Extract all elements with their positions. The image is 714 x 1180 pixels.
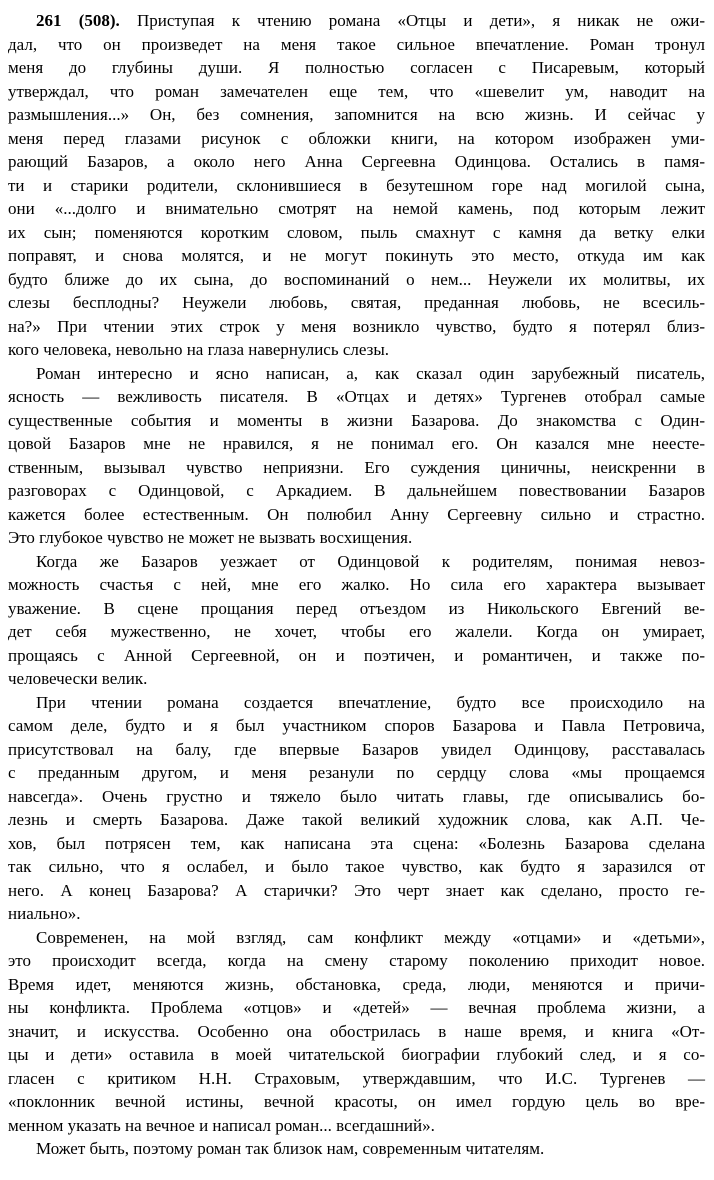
- essay-text: [8, 9, 705, 1161]
- text-line: [8, 926, 705, 950]
- paragraph: [8, 362, 705, 550]
- text-line: [8, 268, 705, 292]
- line-text: размышления...» Он, без сомнения, запомнится на всю жизнь. И сейчас у: [8, 105, 705, 124]
- line-text: с преданным другом, и меня резанули по сердцу слова «мы прощаемся: [8, 763, 705, 782]
- line-text: «поклонник вечной истины, вечной красоты, он имел гордую цель во вре-: [8, 1092, 705, 1111]
- text-line: [8, 691, 705, 715]
- text-line: [8, 1114, 705, 1138]
- text-line: [8, 338, 705, 362]
- line-text: дал, что он произведет на меня такое сильное впечатление. Роман тронул: [8, 34, 705, 54]
- line-text: можность счастья с ней, мне его жалко. Но сила его характера вызывает: [8, 575, 705, 594]
- line-text: Время идет, меняются жизнь, обстановка, среда, люди, меняются и причи-: [8, 974, 705, 994]
- text-line: [8, 9, 705, 33]
- text-line: [8, 174, 705, 198]
- line-text: разговорах с Одинцовой, с Аркадием. В дальнейшем повествовании Базаров: [8, 481, 705, 500]
- line-text: будто ближе до их сына, до воспоминаний о нем... Неужели их молитвы, их: [8, 269, 705, 289]
- text-line: [8, 808, 705, 832]
- text-line: [8, 573, 705, 597]
- line-text: так сильно, что я ослабел, и было такое чувство, как будто я заразился от: [8, 857, 705, 876]
- text-line: [8, 667, 705, 691]
- text-line: [8, 785, 705, 809]
- line-text: навсегда». Очень грустно и тяжело было читать главы, где описывались бо-: [8, 786, 705, 806]
- line-text: кого человека, невольно на глаза навернулись слезы.: [8, 340, 390, 359]
- text-line: [8, 1043, 705, 1067]
- text-line: [8, 315, 705, 339]
- text-line: [8, 597, 705, 621]
- text-line: [8, 456, 705, 480]
- line-text: существенные события и моменты в жизни Базарова. До знакомства с Один-: [8, 410, 705, 430]
- line-text: ниально».: [8, 904, 81, 923]
- paragraph: [8, 1137, 705, 1161]
- text-line: [8, 973, 705, 997]
- line-text: утверждал, что роман замечателен еще тем, что «шевелит ум, наводит на: [8, 81, 705, 101]
- line-text: Это глубокое чувство не может не вызвать восхищения.: [8, 528, 413, 547]
- line-text: цовой Базаров мне не нравился, я не понимал его. Он казался мне неесте-: [8, 434, 705, 453]
- line-text: человечески велик.: [8, 669, 148, 688]
- text-line: [8, 738, 705, 762]
- line-text: они «...долго и внимательно смотрят на немой камень, под которым лежит: [8, 199, 705, 218]
- line-text: меня до глубины души. Я полностью согласен с Писаревым, который: [8, 58, 705, 77]
- line-text: их сын; поменяются коротким словом, пыль смахнут с камня да ветку елки: [8, 222, 705, 242]
- line-text: ти и старики родители, склонившиеся в безутешном горе над могилой сына,: [8, 175, 705, 195]
- line-text: это происходит всегда, когда на смену старому поколению приходит новое.: [8, 951, 705, 970]
- text-line: [8, 479, 705, 503]
- text-line: [8, 127, 705, 151]
- line-text: меня перед глазами рисунок с обложки книги, на котором изображен уми-: [8, 128, 705, 148]
- line-text: рающий Базаров, а около него Анна Сергеевна Одинцова. Остались в памя-: [8, 152, 705, 171]
- text-line: [8, 362, 705, 386]
- text-line: [8, 221, 705, 245]
- text-line: [8, 503, 705, 527]
- text-line: [8, 80, 705, 104]
- line-text: присутствовал на балу, где впервые Базаров увидел Одинцову, расставалась: [8, 739, 705, 759]
- text-line: [8, 1067, 705, 1091]
- text-line: [8, 761, 705, 785]
- text-line: [8, 103, 705, 127]
- line-text: самом деле, будто и я был участником споров Базарова и Павла Петровича,: [8, 716, 705, 735]
- text-line: [8, 150, 705, 174]
- text-line: [8, 644, 705, 668]
- line-text: поправят, и снова молятся, и не могут покинуть это место, откуда им как: [8, 246, 705, 265]
- line-text: гласен с критиком Н.Н. Страховым, утверждавшим, что И.С. Тургенев —: [8, 1068, 705, 1088]
- line-text: лезнь и смерть Базарова. Даже такой великий художник слова, как А.П. Че-: [8, 810, 705, 829]
- text-line: [8, 902, 705, 926]
- text-line: [8, 949, 705, 973]
- text-line: [8, 244, 705, 268]
- paragraph: [8, 926, 705, 1138]
- text-line: [8, 385, 705, 409]
- text-line: [8, 1137, 705, 1161]
- line-text: дет себя мужественно, не хочет, чтобы его жалели. Когда он умирает,: [8, 622, 705, 641]
- line-text: прощаясь с Анной Сергеевной, он и поэтичен, и романтичен, и также по-: [8, 645, 705, 665]
- line-text: ственным, вызывал чувство неприязни. Его суждения циничны, неискренни в: [8, 457, 705, 477]
- paragraph: [8, 691, 705, 926]
- line-text: цы и дети» оставила в моей читательской биографии глубокий след, и я со-: [8, 1045, 705, 1064]
- text-line: [8, 526, 705, 550]
- text-line: [8, 832, 705, 856]
- text-line: [8, 855, 705, 879]
- line-text: Когда же Базаров уезжает от Одинцовой к родителям, понимая невоз-: [36, 551, 705, 571]
- line-text: на?» При чтении этих строк у меня возникло чувство, будто я потерял близ-: [8, 316, 705, 336]
- text-line: [8, 550, 705, 574]
- text-line: [8, 1020, 705, 1044]
- exercise-number: 261 (508).: [36, 11, 120, 30]
- paragraph: [8, 550, 705, 691]
- text-line: [8, 197, 705, 221]
- text-line: [8, 879, 705, 903]
- text-line: [8, 620, 705, 644]
- line-text: кажется более естественным. Он полюбил Анну Сергеевну сильно и страстно.: [8, 504, 705, 524]
- paragraph: [8, 9, 705, 362]
- line-text: значит, и искусства. Особенно она обострилась в наше время, и книга «От-: [8, 1021, 705, 1041]
- text-line: [8, 996, 705, 1020]
- line-text: менном указать на вечное и написал роман... всегдашний».: [8, 1115, 435, 1135]
- line-text: хов, был потрясен тем, как написана эта сцена: «Болезнь Базарова сделана: [8, 833, 705, 853]
- line-text: слезы бесплодны? Неужели любовь, святая, преданная любовь, не всесиль-: [8, 293, 705, 312]
- line-text: Может быть, поэтому роман так близок нам, современным читателям.: [36, 1139, 545, 1158]
- line-text: Роман интересно и ясно написан, а, как сказал один зарубежный писатель,: [36, 363, 705, 383]
- text-line: [8, 1090, 705, 1114]
- line-text: Современен, на мой взгляд, сам конфликт между «отцами» и «детьми»,: [36, 927, 705, 947]
- text-line: [8, 56, 705, 80]
- text-line: [8, 409, 705, 433]
- line-text: ны конфликта. Проблема «отцов» и «детей» — вечная проблема жизни, а: [8, 998, 705, 1017]
- line-text: ясность — вежливость писателя. В «Отцах и детях» Тургенев отобрал самые: [8, 387, 705, 406]
- line-text: Приступая к чтению романа «Отцы и дети», я никак не ожи-: [119, 11, 705, 30]
- text-line: [8, 291, 705, 315]
- line-text: уважение. В сцене прощания перед отъездом из Никольского Евгений ве-: [8, 598, 705, 618]
- line-text: него. А конец Базарова? А старички? Это черт знает как сделано, просто ге-: [8, 880, 705, 900]
- text-line: [8, 714, 705, 738]
- text-line: [8, 33, 705, 57]
- line-text: При чтении романа создается впечатление, будто все происходило на: [36, 692, 705, 712]
- text-line: [8, 432, 705, 456]
